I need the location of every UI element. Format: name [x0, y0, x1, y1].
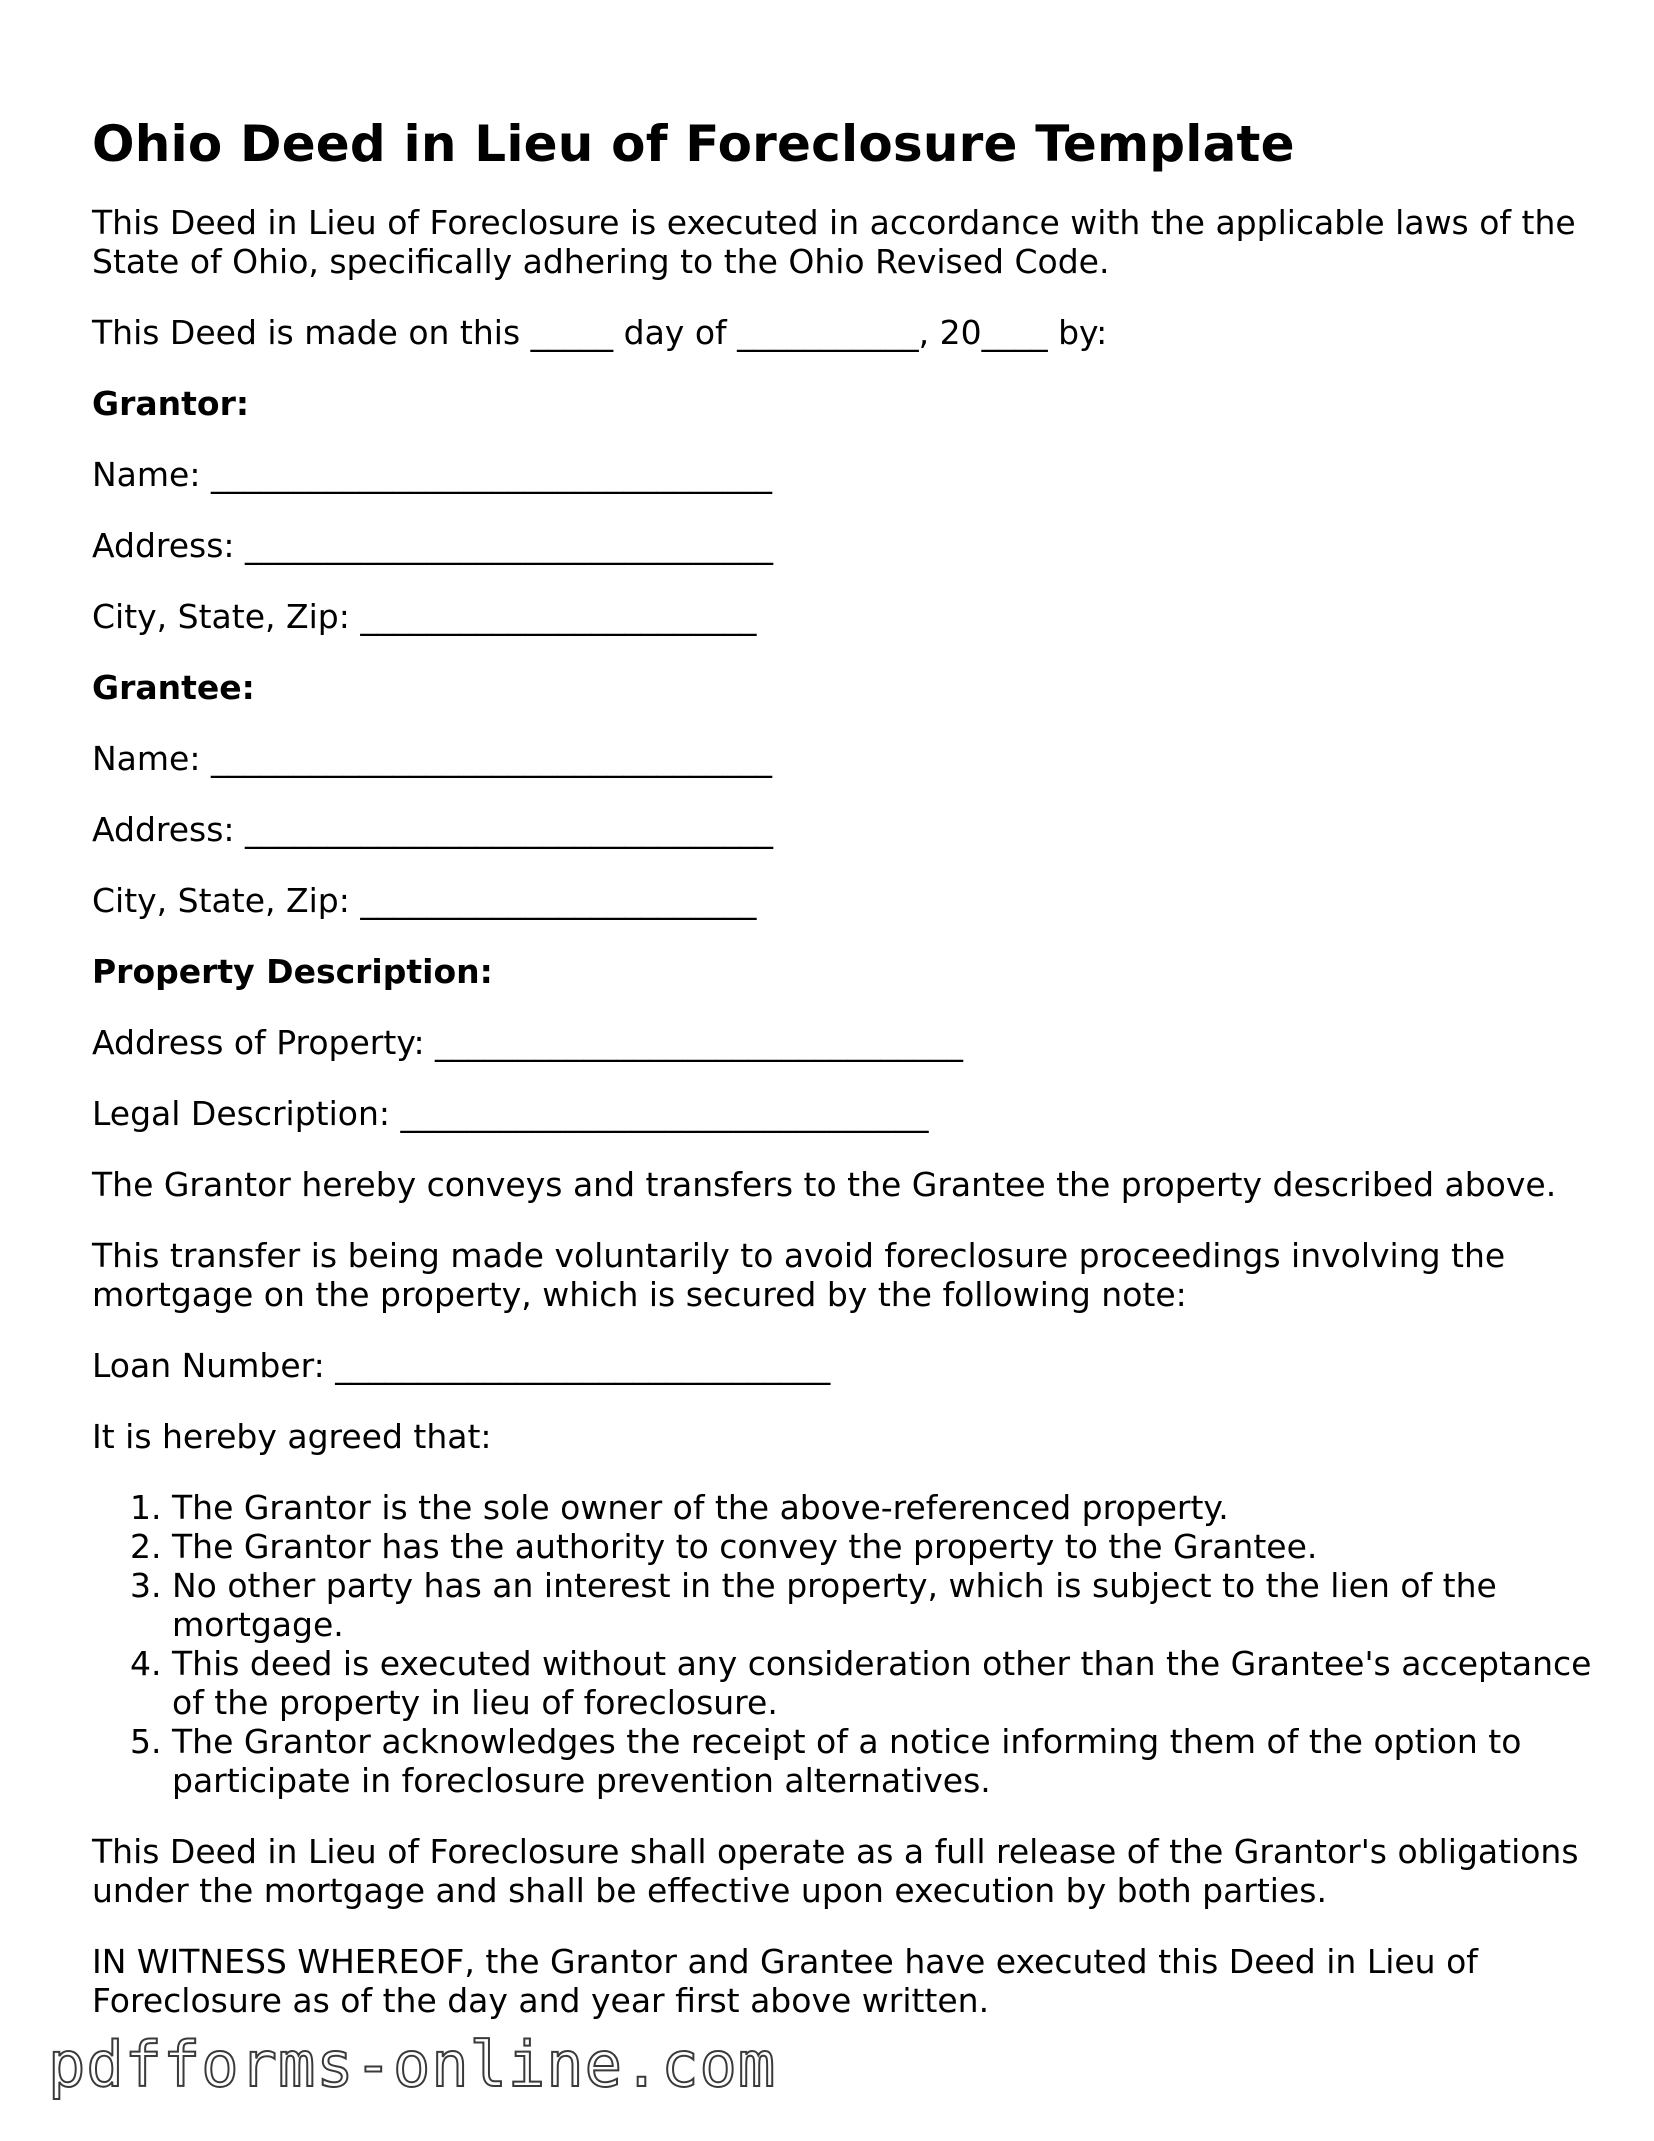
- document-title: Ohio Deed in Lieu of Foreclosure Template: [92, 115, 1295, 173]
- intro-paragraph: This Deed in Lieu of Foreclosure is executed in accordance with the applicable laws of the State of Ohio, specifically adhering to the Ohio Revised Code.: [92, 203, 1576, 281]
- transfer-paragraph: This transfer is being made voluntarily to avoid foreclosure proceedings involving the mortgage on the property, which is secured by the following note:: [92, 1236, 1506, 1314]
- property-address-field: Address of Property: ________________________________: [92, 1023, 964, 1062]
- agreement-item: 4. This deed is executed without any consideration other than the Grantee's acceptance of the property in lieu of foreclosure.: [172, 1644, 1592, 1722]
- grantee-city-state-zip-field: City, State, Zip: ________________________: [92, 881, 757, 920]
- agreement-intro: It is hereby agreed that:: [92, 1417, 492, 1456]
- agreement-item: 3. No other party has an interest in the property, which is subject to the lien of the mortgage.: [172, 1566, 1592, 1644]
- agreement-list: [92, 1488, 1592, 1800]
- agreement-item: 2. The Grantor has the authority to convey the property to the Grantee.: [172, 1527, 1592, 1566]
- legal-description-field: Legal Description: ________________________________: [92, 1094, 929, 1133]
- site-watermark: pdfforms-online.com: [48, 2028, 777, 2101]
- date-line: This Deed is made on this _____ day of ___________, 20____ by:: [92, 313, 1108, 352]
- grantor-address-field: Address: ________________________________: [92, 526, 774, 565]
- witness-paragraph: IN WITNESS WHEREOF, the Grantor and Grantee have executed this Deed in Lieu of Foreclosure as of the day and year first above written.: [92, 1942, 1478, 2020]
- grantee-address-field: Address: ________________________________: [92, 810, 774, 849]
- agreement-item: 5. The Grantor acknowledges the receipt of a notice informing them of the option to participate in foreclosure prevention alternatives.: [172, 1722, 1592, 1800]
- agreement-item: 1. The Grantor is the sole owner of the above-referenced property.: [172, 1488, 1592, 1527]
- grantee-heading: Grantee:: [92, 668, 255, 707]
- loan-number-field: Loan Number: ______________________________: [92, 1346, 831, 1385]
- grantor-city-state-zip-field: City, State, Zip: ________________________: [92, 597, 757, 636]
- property-description-heading: Property Description:: [92, 952, 493, 991]
- document-page: [92, 112, 1592, 2052]
- release-paragraph: This Deed in Lieu of Foreclosure shall operate as a full release of the Grantor's obligations under the mortgage and shall be effective upon execution by both parties.: [92, 1832, 1579, 1910]
- grantor-heading: Grantor:: [92, 384, 250, 423]
- conveyance-paragraph: The Grantor hereby conveys and transfers to the Grantee the property described above.: [92, 1165, 1557, 1204]
- grantee-name-field: Name: __________________________________: [92, 739, 772, 778]
- grantor-name-field: Name: __________________________________: [92, 455, 772, 494]
